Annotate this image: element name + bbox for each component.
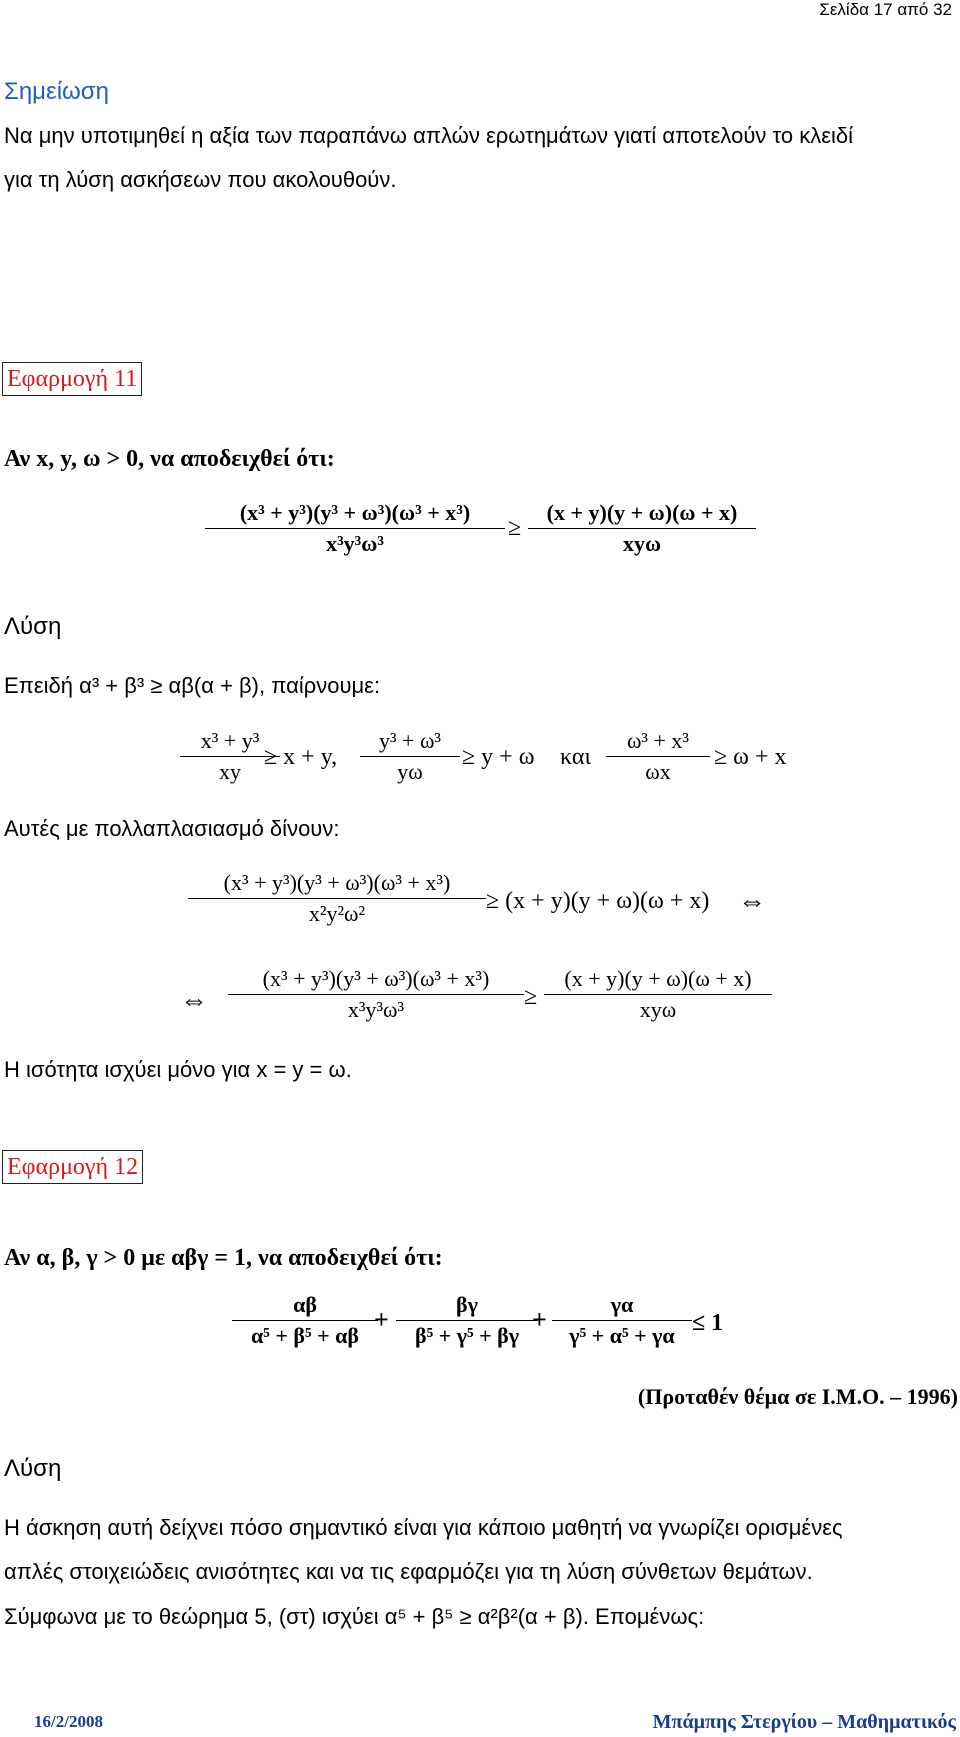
fraction-bar — [396, 1320, 538, 1321]
fraction-bar — [228, 994, 524, 995]
ineq-1-rhs: x + y, — [283, 744, 338, 770]
product-1-relation: ≥ (x + y)(y + ω)(ω + x) — [486, 888, 710, 914]
main-rhs-numerator: (x + y)(y + ω)(ω + x) — [546, 500, 738, 525]
page-number: Σελίδα 17 από 32 — [819, 0, 952, 19]
solution-12-para-1: Η άσκηση αυτή δείχνει πόσο σημαντικό είναι για κάποιο μαθητή να γνωρίζει ορισμένες — [4, 1515, 843, 1540]
ineq-2-relation: ≥ y + ω — [462, 744, 535, 770]
and-word: και — [560, 744, 591, 770]
ineq-1-numerator: x³ + y³ — [200, 728, 260, 753]
solution-title-12: Λύση — [4, 1455, 62, 1482]
application-11-statement: Αν x, y, ω > 0, να αποδειχθεί ότι: — [4, 446, 335, 472]
fraction-bar — [544, 994, 772, 995]
product-2-fraction — [228, 966, 524, 1023]
product-2-relation: ≥ — [524, 984, 538, 1010]
f3-denominator: γ⁵ + α⁵ + γα — [569, 1323, 675, 1348]
app12-fraction-3 — [552, 1292, 692, 1349]
main-inequality-lhs — [205, 500, 505, 557]
product-1-numerator: (x³ + y³)(y³ + ω³)(ω³ + x³) — [223, 870, 451, 895]
f1-denominator: α⁵ + β⁵ + αβ — [250, 1323, 359, 1348]
f2-numerator: βγ — [456, 1292, 478, 1317]
application-11-label: Εφαρμογή 11 — [2, 362, 142, 396]
ineq-2-denominator: yω — [397, 759, 423, 784]
app12-rhs: 1 — [711, 1310, 724, 1336]
ineq-3-fraction — [606, 728, 710, 785]
fraction-bar — [188, 898, 486, 899]
product-1-fraction — [188, 870, 486, 927]
equivalence-arrow: ⇔ — [738, 886, 766, 917]
app12-fraction-1 — [232, 1292, 378, 1349]
f1-numerator: αβ — [293, 1292, 317, 1317]
main-lhs-denominator: x³y³ω³ — [326, 531, 384, 556]
product-2-rhs-fraction — [544, 966, 772, 1023]
product-2-rhs-numerator: (x + y)(y + ω)(ω + x) — [564, 966, 752, 991]
fraction-bar — [606, 756, 710, 757]
footer-author: Μπάμπης Στεργίου – Μαθηματικός — [652, 1711, 956, 1733]
product-1-denominator: x²y²ω² — [308, 901, 366, 926]
main-lhs-numerator: (x³ + y³)(y³ + ω³)(ω³ + x³) — [239, 500, 471, 525]
plus-sign: + — [374, 1305, 389, 1334]
geq-symbol: ≥ — [508, 515, 522, 541]
application-12-statement: Αν α, β, γ > 0 με αβγ = 1, να αποδειχθεί ότι: — [4, 1245, 443, 1271]
ineq-3-denominator: ωx — [645, 759, 671, 784]
application-12-label: Εφαρμογή 12 — [2, 1150, 143, 1184]
note-title: Σημείωση — [4, 78, 109, 105]
fraction-bar — [528, 528, 756, 529]
product-1-rhs: (x + y)(y + ω)(ω + x) — [505, 888, 710, 914]
product-2-denominator: x³y³ω³ — [347, 997, 405, 1022]
ineq-1-denominator: xy — [219, 759, 241, 784]
product-2-rhs-denominator: xyω — [639, 997, 677, 1022]
note-line-2: για τη λύση ασκήσεων που ακολουθούν. — [4, 167, 397, 192]
note-line-1: Να μην υποτιμηθεί η αξία των παραπάνω απλών ερωτημάτων γιατί αποτελούν το κλειδί — [4, 123, 854, 148]
fraction-bar — [232, 1320, 378, 1321]
equivalence-arrow: ⇔ — [180, 985, 208, 1016]
leq-relation: ≤ 1 — [692, 1310, 724, 1336]
f2-denominator: β⁵ + γ⁵ + βγ — [414, 1323, 520, 1348]
app12-fraction-2 — [396, 1292, 538, 1349]
ineq-3-relation: ≥ ω + x — [714, 744, 787, 770]
fraction-bar — [205, 528, 505, 529]
f3-numerator: γα — [610, 1292, 634, 1317]
plus-sign: + — [532, 1305, 547, 1334]
ineq-3-numerator: ω³ + x³ — [626, 728, 690, 753]
ineq-3-rhs: ω + x — [733, 744, 787, 770]
ineq-2-rhs: y + ω — [481, 744, 535, 770]
fraction-bar — [552, 1320, 692, 1321]
equality-text: Η ισότητα ισχύει μόνο για x = y = ω. — [4, 1057, 352, 1082]
solution-12-para-2: απλές στοιχειώδεις ανισότητες και να τις εφαρμόζει για τη λύση σύνθετων θεμάτων. — [4, 1559, 813, 1584]
fraction-bar — [360, 756, 460, 757]
main-inequality-rhs — [528, 500, 756, 557]
ineq-2-fraction — [360, 728, 460, 785]
main-rhs-denominator: xyω — [622, 531, 662, 556]
since-text: Επειδή α³ + β³ ≥ αβ(α + β), παίρνουμε: — [4, 673, 381, 698]
multiply-text: Αυτές με πολλαπλασιασμό δίνουν: — [4, 816, 340, 841]
solution-title-11: Λύση — [4, 613, 62, 640]
footer-date: 16/2/2008 — [34, 1712, 103, 1731]
ineq-1-relation: ≥ x + y, — [264, 744, 338, 770]
solution-12-para-3: Σύμφωνα με το θεώρημα 5, (στ) ισχύει α⁵ + β⁵ ≥ α²β²(α + β). Επομένως: — [4, 1604, 705, 1629]
source-note: (Προταθέν θέμα σε Ι.Μ.Ο. – 1996) — [637, 1384, 958, 1409]
ineq-2-numerator: y³ + ω³ — [378, 728, 442, 753]
product-2-numerator: (x³ + y³)(y³ + ω³)(ω³ + x³) — [262, 966, 490, 991]
